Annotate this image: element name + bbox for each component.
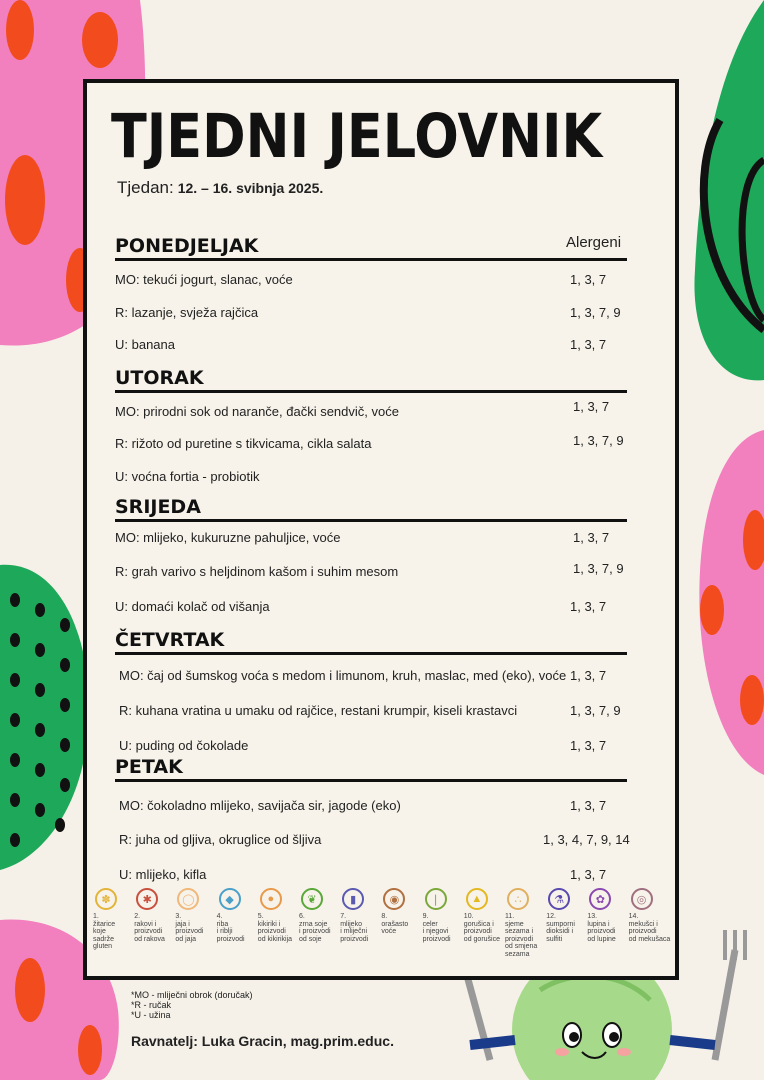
week-label: Tjedan: [117, 178, 174, 197]
allergen-list: 1, 3, 7, 9 [573, 561, 624, 576]
wheat-icon: ✽ [95, 888, 117, 910]
legend-label: 10. gorušica i proizvodi od gorušice [463, 913, 500, 943]
orange-dot [78, 1025, 102, 1075]
menu-item: U: voćna fortia - probiotik [115, 469, 260, 484]
allergen-list: 1, 3, 7 [573, 530, 610, 545]
milk-icon: ▮ [342, 888, 364, 910]
menu-item: MO: tekući jogurt, slanac, voće [115, 272, 293, 287]
menu-item: U: domaći kolač od višanja [115, 599, 270, 614]
sulfite-icon: ⚗ [548, 888, 570, 910]
legend-label: 11. sjeme sezama i proizvodi od smjena sezama [505, 913, 538, 958]
menu-item: R: juha od gljiva, okruglice od šljiva [119, 832, 322, 847]
orange-dot [700, 585, 724, 635]
orange-dot [740, 675, 764, 725]
allergen-list: 1, 3, 7, 9 [570, 703, 621, 718]
legend-label: 7. mlijeko i mliječni proizvodi [340, 913, 369, 943]
allergen-list: 1, 3, 7 [570, 798, 607, 813]
allergen-list: 1, 3, 7 [570, 738, 607, 753]
allergen-list: 1, 3, 7 [570, 867, 607, 882]
orange-dot [5, 155, 45, 245]
legend-label: 6. zrna soje i proizvodi od soje [299, 913, 331, 943]
day-heading: PONEDJELJAK [115, 235, 627, 261]
page-title: TJEDNI JELOVNIK [111, 101, 603, 172]
legend-label: 5. kikiriki i proizvodi od kikirikija [257, 913, 293, 943]
allergen-list: 1, 3, 7, 9 [570, 305, 621, 320]
menu-item: R: kuhana vratina u umaku od rajčice, restani krumpir, kiseli krastavci [119, 703, 518, 718]
menu-item: U: puding od čokolade [119, 738, 249, 753]
mustard-icon: ▲ [466, 888, 488, 910]
mollusc-icon: ◎ [631, 888, 653, 910]
legend-label: 3. jaja i proizvodi od jaja [175, 913, 204, 943]
orange-dot [6, 0, 34, 60]
legend-item [340, 888, 384, 943]
legend-label: 8. orašasto voće [381, 913, 409, 935]
week-dates: 12. – 16. svibnja 2025. [177, 180, 324, 196]
allergen-list: 1, 3, 7, 9 [573, 433, 624, 448]
legend-label: 1. žitarice koje sadrže gluten [93, 913, 116, 950]
legend-item [464, 888, 508, 943]
allergen-list: 1, 3, 7 [573, 399, 610, 414]
director-signature: Ravnatelj: Luka Gracin, mag.prim.educ. [131, 1033, 394, 1049]
footnote: *R - ručak [131, 1000, 172, 1010]
legend-item [505, 888, 549, 958]
peanut-icon: ● [260, 888, 282, 910]
legend-item [175, 888, 219, 943]
legend-item [134, 888, 178, 943]
egg-icon: ◯ [177, 888, 199, 910]
allergens-header: Alergeni [566, 234, 622, 251]
crab-icon: ✱ [136, 888, 158, 910]
legend-label: 4. riba i riblji proizvodi [216, 913, 245, 943]
menu-card [83, 79, 679, 980]
menu-item: MO: čaj od šumskog voća s medom i limunom, kruh, maslac, med (eko), voće [119, 668, 567, 683]
sesame-icon: ∴ [507, 888, 529, 910]
menu-item: U: banana [115, 337, 175, 352]
allergen-list: 1, 3, 7 [570, 337, 607, 352]
menu-item: MO: čokoladno mlijeko, savijača sir, jagode (eko) [119, 798, 401, 813]
menu-item: MO: mlijeko, kukuruzne pahuljice, voće [115, 530, 341, 545]
legend-label: 2. rakovi i proizvodi od rakova [134, 913, 165, 943]
lupin-icon: ✿ [589, 888, 611, 910]
legend-item [587, 888, 631, 943]
legend-label: 9. celer i njegovi proizvodi [422, 913, 451, 943]
legend-item [381, 888, 425, 936]
legend-label: 13. lupina i proizvodi od lupine [587, 913, 616, 943]
day-heading: PETAK [115, 756, 627, 782]
celery-icon: ❘ [425, 888, 447, 910]
allergen-list: 1, 3, 7 [570, 668, 607, 683]
legend-item [258, 888, 302, 943]
footnote: *MO - mliječni obrok (doručak) [131, 990, 253, 1000]
legend-label: 12. sumporni dioksidi i sulfiti [546, 913, 575, 943]
menu-item: MO: prirodni sok od naranče, đački sendvič, voće [115, 404, 399, 419]
legend-item [217, 888, 261, 943]
legend-label: 14. mekušci i proizvodi od mekušaca [628, 913, 671, 943]
footnotes [131, 990, 253, 1020]
day-heading: ČETVRTAK [115, 629, 627, 655]
menu-item: R: rižoto od puretine s tikvicama, cikla salata [115, 436, 372, 451]
allergen-list: 1, 3, 7 [570, 272, 607, 287]
menu-item: R: lazanje, svježa rajčica [115, 305, 259, 320]
menu-item: R: grah varivo s heljdinom kašom i suhim mesom [115, 564, 399, 579]
day-heading: UTORAK [115, 367, 627, 393]
allergen-legend [93, 888, 673, 968]
footnote: *U - užina [131, 1010, 171, 1020]
orange-dot [15, 958, 45, 1022]
allergen-list: 1, 3, 4, 7, 9, 14 [543, 832, 630, 847]
legend-item [546, 888, 590, 943]
day-heading: SRIJEDA [115, 496, 627, 522]
allergen-list: 1, 3, 7 [570, 599, 607, 614]
week-line [117, 178, 323, 198]
legend-item [299, 888, 343, 943]
orange-dot [82, 12, 118, 68]
legend-item [423, 888, 467, 943]
menu-item: U: mlijeko, kifla [119, 867, 207, 882]
legend-item [93, 888, 137, 951]
soy-icon: ❦ [301, 888, 323, 910]
nut-icon: ◉ [383, 888, 405, 910]
fish-icon: ◆ [219, 888, 241, 910]
legend-item [629, 888, 673, 943]
